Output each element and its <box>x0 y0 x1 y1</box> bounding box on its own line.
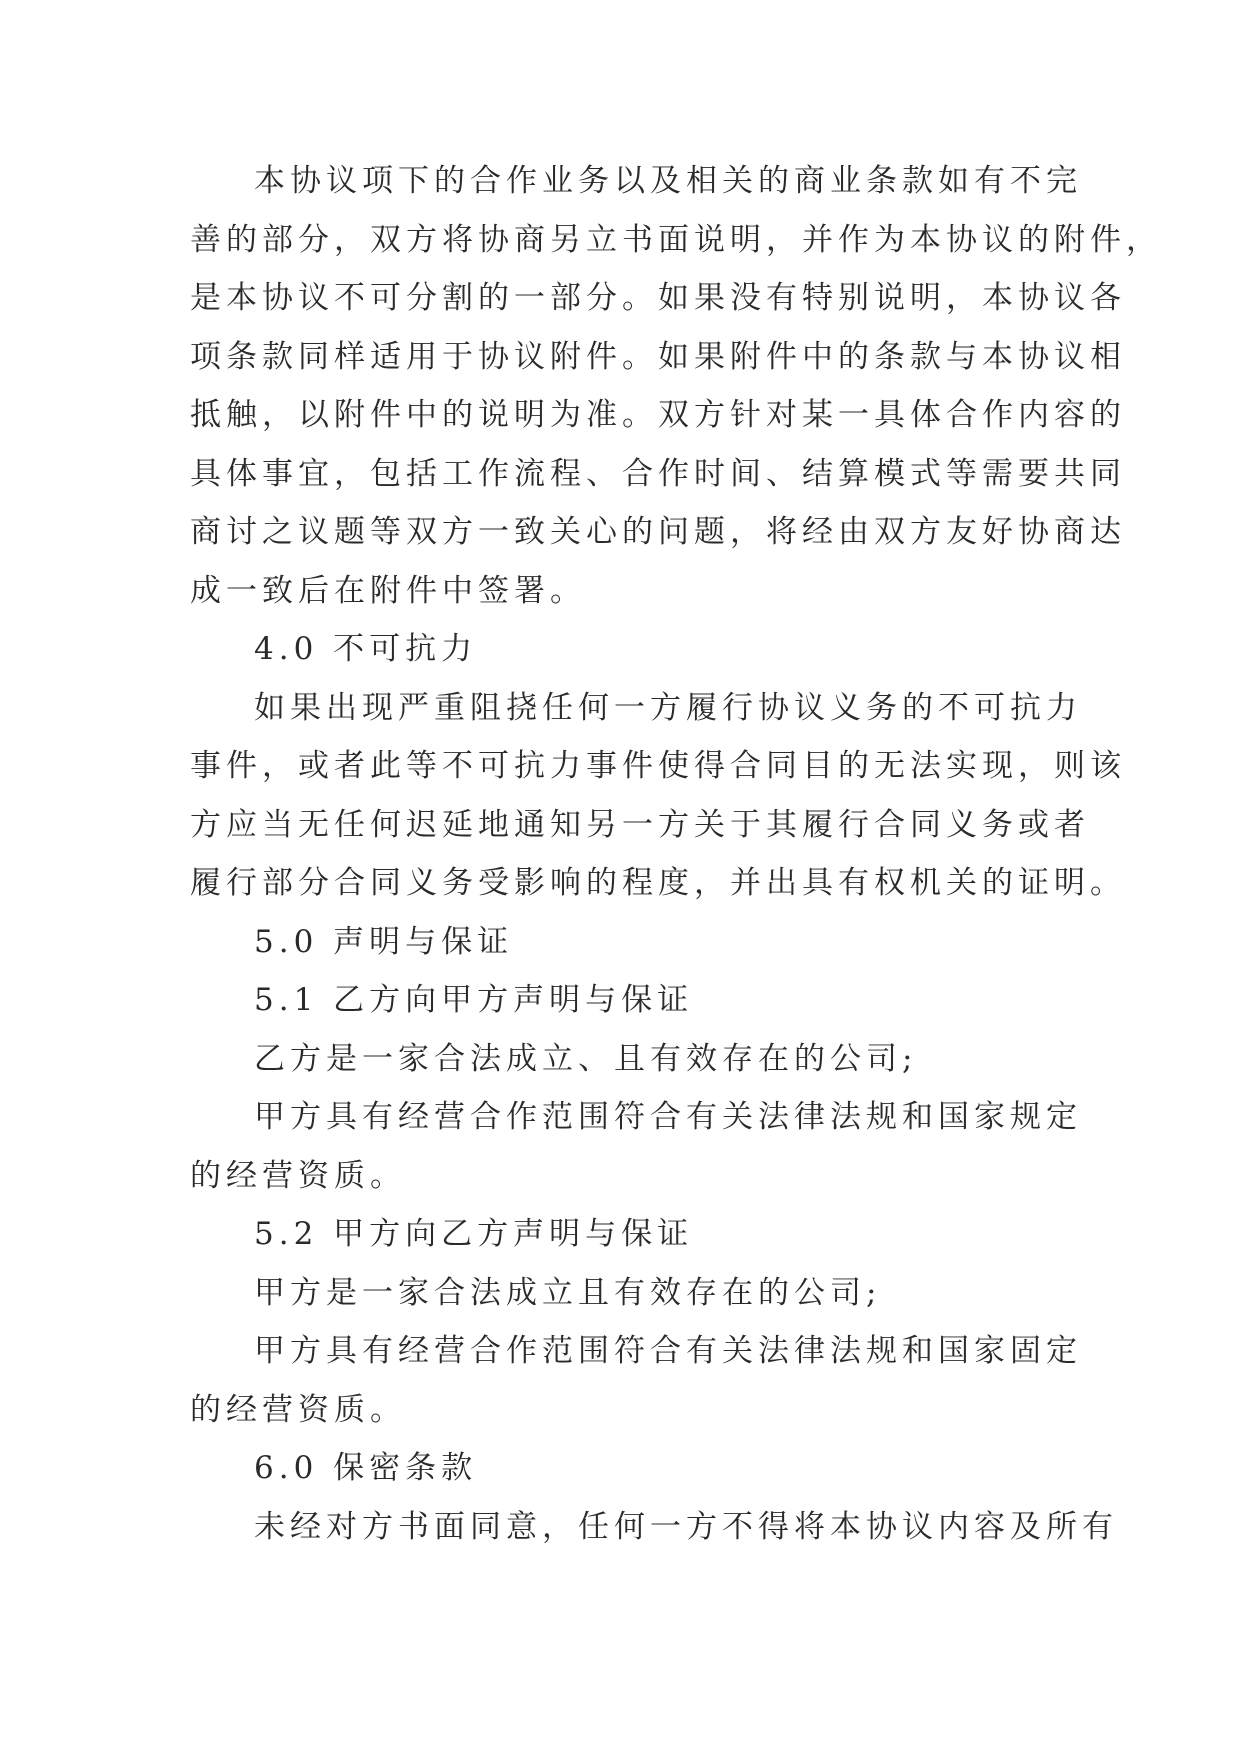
text-line: 甲方具有经营合作范围符合有关法律法规和国家固定 <box>254 1333 1082 1369</box>
text-line: 如果出现严重阻挠任何一方履行协议义务的不可抗力 <box>254 689 1082 726</box>
text-line: 本协议项下的合作业务以及相关的商业条款如有不完 <box>254 163 1082 199</box>
text-line: 项条款同样适用于协议附件。如果附件中的条款与本协议相 <box>190 338 1126 375</box>
subsection-heading: 5.1 乙方向甲方声明与保证 <box>254 982 694 1018</box>
section-heading: 6.0 保密条款 <box>254 1450 478 1486</box>
text-line: 商讨之议题等双方一致关心的问题，将经由双方友好协商达 <box>190 514 1126 550</box>
text-line: 抵触，以附件中的说明为准。双方针对某一具体合作内容的 <box>190 397 1126 433</box>
text-line: 是本协议不可分割的一部分。如果没有特别说明，本协议各 <box>190 280 1126 316</box>
text-line: 事件，或者此等不可抗力事件使得合同目的无法实现，则该 <box>190 748 1126 784</box>
text-line: 乙方是一家合法成立、且有效存在的公司; <box>254 1040 918 1077</box>
text-line: 成一致后在附件中签署。 <box>190 572 586 609</box>
subsection-heading: 5.2 甲方向乙方声明与保证 <box>254 1216 694 1252</box>
text-line: 的经营资质。 <box>190 1157 406 1194</box>
text-line: 方应当无任何迟延地通知另一方关于其履行合同义务或者 <box>190 806 1090 843</box>
section-heading: 4.0 不可抗力 <box>254 631 478 667</box>
text-line: 善的部分，双方将协商另立书面说明，并作为本协议的附件， <box>190 221 1162 258</box>
text-line: 甲方是一家合法成立且有效存在的公司; <box>254 1274 882 1311</box>
text-line: 未经对方书面同意，任何一方不得将本协议内容及所有 <box>254 1508 1118 1545</box>
text-line: 具体事宜，包括工作流程、合作时间、结算模式等需要共同 <box>190 455 1126 492</box>
section-heading: 5.0 声明与保证 <box>254 923 514 960</box>
text-line: 履行部分合同义务受影响的程度，并出具有权机关的证明。 <box>190 865 1126 901</box>
text-line: 甲方具有经营合作范围符合有关法律法规和国家规定 <box>254 1099 1082 1135</box>
text-line: 的经营资质。 <box>190 1391 406 1428</box>
document-body <box>190 152 1162 1556</box>
